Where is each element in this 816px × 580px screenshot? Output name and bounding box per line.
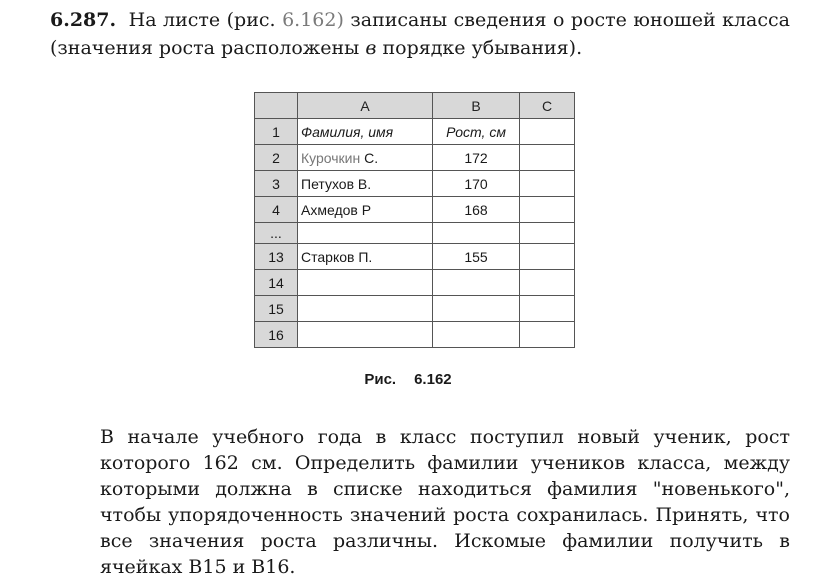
cell-a3: Петухов В. xyxy=(298,171,433,197)
row-number: 2 xyxy=(255,145,298,171)
table-row xyxy=(255,322,575,348)
cell-a4: Ахмедов Р xyxy=(298,197,433,223)
cell-c14 xyxy=(520,270,575,296)
cell-a2-surname: Курочкин xyxy=(301,149,361,166)
task-text: В начале учебного года в класс поступил новый ученик, рост которого 162 см. Определить фамилии учеников класса, между которыми должна в списке находиться фамилия "новенького", чтобы упорядоченность значений роста сохранилась. Принять, что все значения роста различны. Искомые фамилии получить в ячейках B15 и B16. xyxy=(100,426,790,578)
table-row xyxy=(255,171,575,197)
cell-c16 xyxy=(520,322,575,348)
caption-number: 6.162 xyxy=(414,371,452,388)
problem-intro-end: порядке убывания). xyxy=(382,37,583,59)
cell-a15 xyxy=(298,296,433,322)
cell-a2 xyxy=(298,145,433,171)
cell-b1: Рост, см xyxy=(433,119,520,145)
caption-label: Рис. xyxy=(364,371,397,388)
column-header-a: A xyxy=(298,93,433,119)
row-number: ... xyxy=(255,223,298,244)
row-number: 3 xyxy=(255,171,298,197)
cell-b2: 172 xyxy=(433,145,520,171)
cell-a2-initial: С. xyxy=(364,149,379,166)
column-header-c: C xyxy=(520,93,575,119)
problem-intro-after: записаны сведения о росте юношей класса (значения роста расположены xyxy=(50,9,790,59)
row-number: 1 xyxy=(255,119,298,145)
table-row xyxy=(255,197,575,223)
corner-cell xyxy=(255,93,298,119)
cell-b16 xyxy=(433,322,520,348)
table-row xyxy=(255,270,575,296)
cell-a13: Старков П. xyxy=(298,244,433,270)
cell-c-gap xyxy=(520,223,575,244)
figure-reference: 6.162) xyxy=(282,9,344,31)
cell-b14 xyxy=(433,270,520,296)
problem-number: 6.287. xyxy=(50,9,117,31)
problem-emphasis: в xyxy=(365,37,377,59)
table-row xyxy=(255,119,575,145)
column-header-row xyxy=(255,93,575,119)
cell-a1: Фамилия, имя xyxy=(298,119,433,145)
row-number: 14 xyxy=(255,270,298,296)
cell-b-gap xyxy=(433,223,520,244)
column-header-b: B xyxy=(433,93,520,119)
table-row xyxy=(255,223,575,244)
cell-b3: 170 xyxy=(433,171,520,197)
cell-c3 xyxy=(520,171,575,197)
cell-c15 xyxy=(520,296,575,322)
table-row xyxy=(255,244,575,270)
table-row xyxy=(255,296,575,322)
row-number: 16 xyxy=(255,322,298,348)
cell-c2 xyxy=(520,145,575,171)
row-number: 15 xyxy=(255,296,298,322)
table-row xyxy=(255,145,575,171)
cell-a16 xyxy=(298,322,433,348)
cell-c1 xyxy=(520,119,575,145)
cell-c13 xyxy=(520,244,575,270)
cell-a14 xyxy=(298,270,433,296)
row-number: 4 xyxy=(255,197,298,223)
cell-b4: 168 xyxy=(433,197,520,223)
figure-caption xyxy=(0,371,816,388)
cell-b13: 155 xyxy=(433,244,520,270)
row-number: 13 xyxy=(255,244,298,270)
cell-b15 xyxy=(433,296,520,322)
spreadsheet-figure xyxy=(254,92,575,348)
cell-c4 xyxy=(520,197,575,223)
problem-intro-before: На листе (рис. xyxy=(128,9,276,31)
problem-statement xyxy=(50,6,790,62)
cell-a-gap xyxy=(298,223,433,244)
